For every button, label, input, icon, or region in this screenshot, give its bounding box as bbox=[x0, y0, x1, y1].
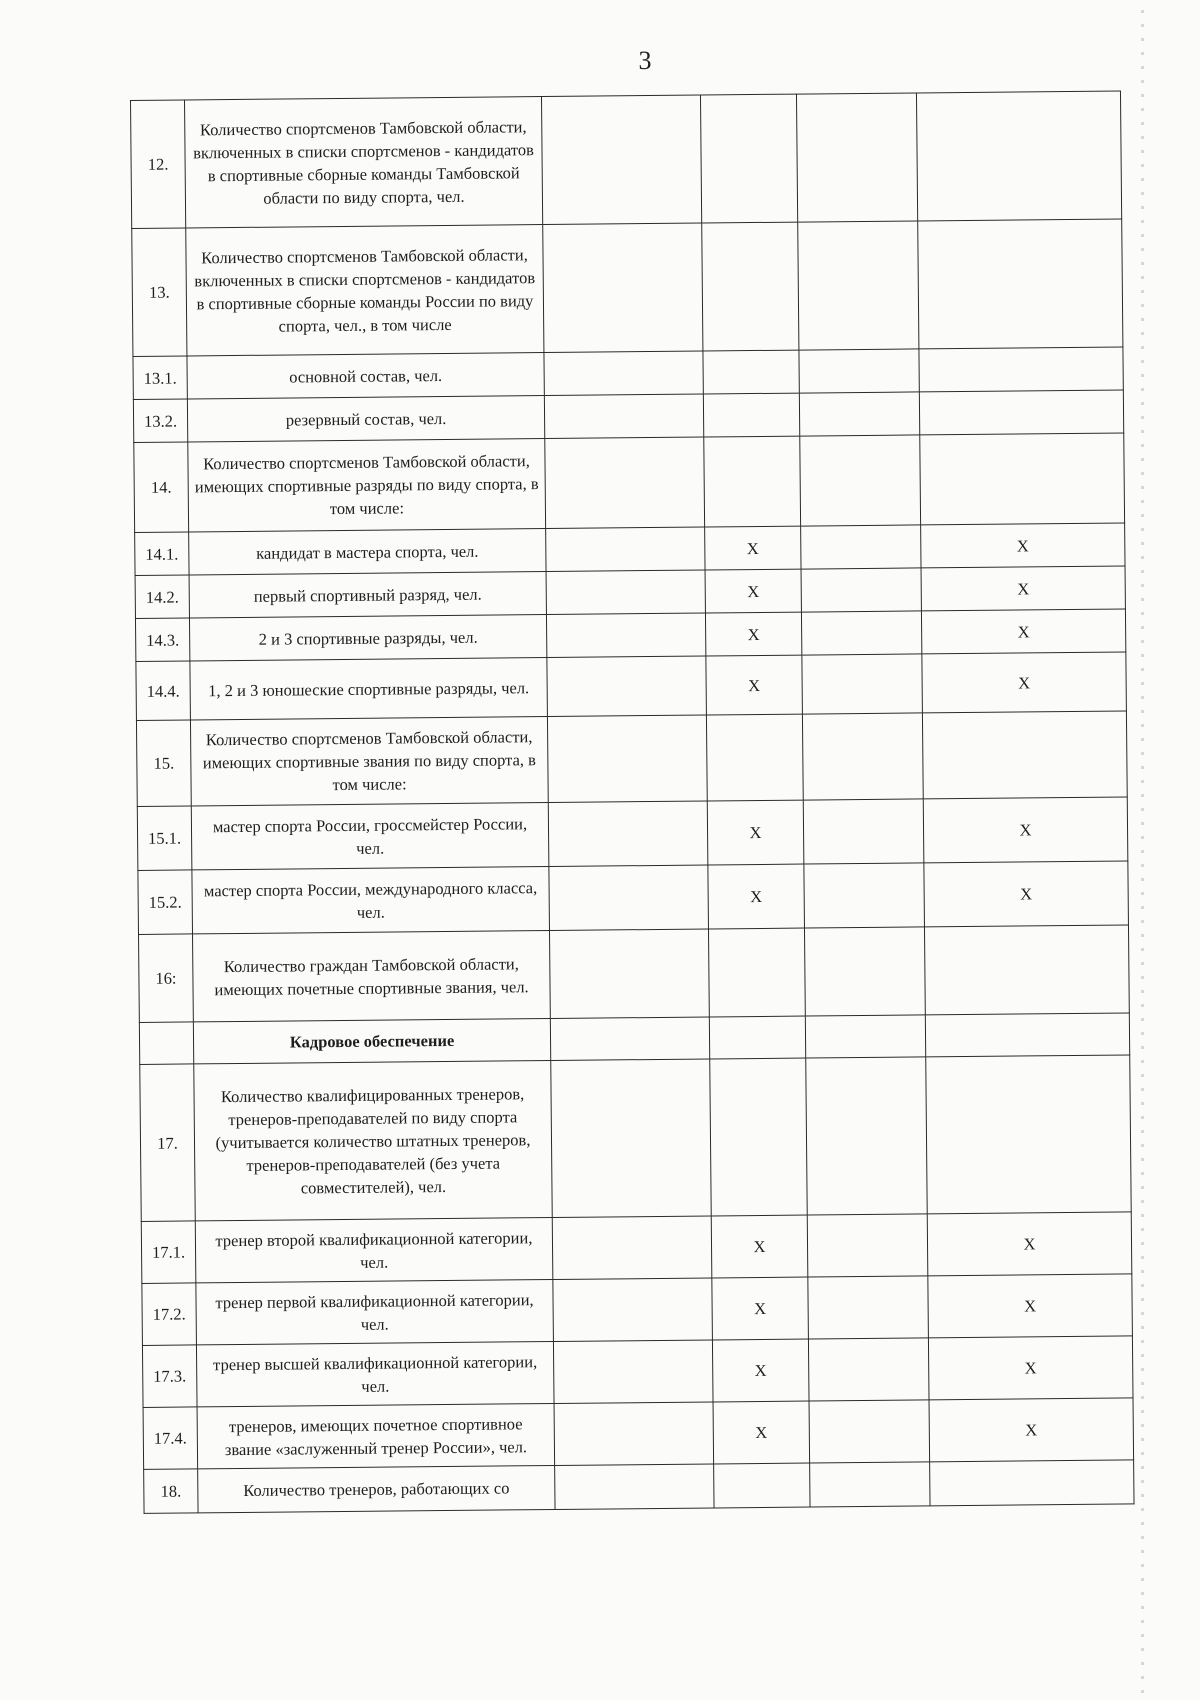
value-cell: X bbox=[921, 566, 1125, 611]
value-cell bbox=[806, 1057, 928, 1215]
value-cell bbox=[544, 394, 703, 439]
table-row bbox=[134, 433, 1125, 532]
row-description: мастер спорта России, гроссмейстер России, чел. bbox=[191, 803, 549, 870]
value-cell: X bbox=[706, 655, 803, 715]
row-description: Количество граждан Тамбовской области, имеющих почетные спортивные звания, чел. bbox=[193, 931, 551, 1022]
row-description: тренер высшей квалификационной категории, чел. bbox=[196, 1341, 554, 1406]
table-row bbox=[131, 91, 1122, 228]
value-cell bbox=[551, 1059, 711, 1218]
row-description: 1, 2 и 3 юношеские спортивные разряды, чел. bbox=[190, 658, 548, 720]
value-cell: X bbox=[705, 612, 801, 656]
row-description: Количество спортсменов Тамбовской области, имеющих спортивные звания по виду спорта, в том числе: bbox=[190, 717, 548, 806]
row-number: 14.2. bbox=[135, 575, 189, 619]
value-cell bbox=[548, 801, 708, 867]
table-row bbox=[136, 652, 1127, 721]
value-cell bbox=[799, 349, 919, 393]
value-cell bbox=[708, 928, 805, 1017]
table-row bbox=[137, 797, 1128, 871]
value-cell bbox=[709, 1016, 805, 1059]
value-cell bbox=[704, 436, 801, 527]
value-cell: X bbox=[929, 1398, 1134, 1462]
value-cell bbox=[918, 219, 1123, 349]
value-cell bbox=[546, 570, 705, 615]
row-description: Количество спортсменов Тамбовской области, имеющих спортивные разряды по виду спорта, в том числе: bbox=[188, 439, 546, 532]
value-cell bbox=[807, 1214, 928, 1277]
value-cell: X bbox=[713, 1401, 810, 1464]
value-cell bbox=[546, 527, 705, 572]
row-description: 2 и 3 спортивные разряды, чел. bbox=[189, 615, 546, 661]
value-cell: X bbox=[921, 523, 1125, 568]
table-row bbox=[142, 1274, 1133, 1346]
row-number: 13.1. bbox=[133, 356, 187, 400]
value-cell bbox=[799, 392, 919, 436]
value-cell bbox=[808, 1276, 929, 1339]
row-number bbox=[139, 1022, 193, 1065]
value-cell: X bbox=[707, 800, 804, 865]
value-cell bbox=[919, 390, 1123, 435]
value-cell bbox=[919, 347, 1123, 392]
row-description: тренеров, имеющих почетное спортивное звание «заслуженный тренер России», чел. bbox=[197, 1403, 555, 1468]
value-cell: X bbox=[712, 1339, 809, 1402]
value-cell: X bbox=[928, 1274, 1133, 1338]
value-cell: X bbox=[924, 861, 1129, 927]
value-cell: X bbox=[922, 652, 1127, 713]
row-number: 15.2. bbox=[138, 870, 193, 935]
value-cell bbox=[926, 1055, 1131, 1214]
value-cell: X bbox=[711, 1215, 808, 1278]
value-cell bbox=[714, 1463, 810, 1508]
row-number: 17.2. bbox=[142, 1283, 197, 1346]
row-description: тренер второй квалификационной категории, чел. bbox=[195, 1217, 553, 1282]
row-description: Количество спортсменов Тамбовской области, включенных в списки спортсменов - кандидатов в спортивные сборные команды России по виду спорта, чел., в том числе bbox=[186, 225, 544, 356]
row-number: 17.4. bbox=[143, 1407, 198, 1470]
value-cell bbox=[808, 1338, 929, 1401]
value-cell bbox=[555, 1464, 714, 1510]
value-cell: X bbox=[927, 1212, 1132, 1276]
value-cell bbox=[804, 863, 925, 928]
row-number: 13.2. bbox=[133, 399, 187, 443]
scan-edge-artifact bbox=[1141, 10, 1144, 1700]
value-cell bbox=[541, 95, 701, 225]
value-cell: X bbox=[923, 797, 1128, 863]
value-cell bbox=[543, 223, 703, 353]
row-number: 17.1. bbox=[141, 1221, 196, 1284]
row-number: 15. bbox=[136, 720, 191, 807]
value-cell bbox=[552, 1216, 712, 1280]
row-description: первый спортивный разряд, чел. bbox=[189, 572, 546, 618]
row-number: 17. bbox=[140, 1064, 196, 1222]
value-cell: X bbox=[928, 1336, 1133, 1400]
value-cell bbox=[802, 713, 923, 800]
value-cell: X bbox=[921, 609, 1125, 654]
value-cell bbox=[703, 350, 799, 394]
value-cell bbox=[796, 93, 917, 222]
table-row bbox=[132, 219, 1123, 356]
value-cell bbox=[546, 613, 705, 658]
value-cell bbox=[702, 222, 799, 351]
table-row bbox=[144, 1460, 1134, 1514]
value-cell bbox=[800, 435, 921, 526]
row-number: 14. bbox=[134, 442, 189, 533]
value-cell bbox=[930, 1460, 1134, 1506]
value-cell bbox=[804, 927, 925, 1016]
value-cell: X bbox=[705, 526, 801, 570]
value-cell: X bbox=[705, 569, 801, 613]
table-row bbox=[139, 925, 1130, 1022]
value-cell: X bbox=[712, 1277, 809, 1340]
value-cell bbox=[547, 656, 707, 717]
value-cell bbox=[547, 715, 707, 803]
value-cell bbox=[810, 1462, 930, 1507]
section-title: Кадровое обеспечение bbox=[193, 1019, 550, 1064]
row-description: Количество спортсменов Тамбовской области, включенных в списки спортсменов - кандидатов в спортивные сборные команды Тамбовской области по виду спорта, чел. bbox=[185, 97, 543, 228]
row-description: тренер первой квалификационной категории, чел. bbox=[196, 1279, 554, 1344]
value-cell bbox=[706, 714, 803, 801]
value-cell bbox=[703, 393, 799, 437]
value-cell bbox=[801, 568, 921, 612]
page-number: 3 bbox=[638, 46, 652, 75]
value-cell bbox=[553, 1278, 713, 1342]
value-cell bbox=[803, 799, 924, 864]
value-cell bbox=[925, 1013, 1129, 1057]
value-cell bbox=[805, 1015, 925, 1058]
row-number: 18. bbox=[144, 1469, 198, 1514]
indicators-table bbox=[130, 90, 1135, 1513]
value-cell bbox=[550, 1017, 709, 1061]
value-cell bbox=[553, 1340, 713, 1404]
table-row bbox=[141, 1212, 1132, 1284]
row-number: 13. bbox=[132, 228, 187, 357]
table-row bbox=[140, 1055, 1131, 1221]
table-row bbox=[138, 861, 1129, 935]
value-cell bbox=[545, 437, 705, 529]
value-cell bbox=[809, 1400, 930, 1463]
row-number: 17.3. bbox=[142, 1345, 197, 1408]
row-description: резервный состав, чел. bbox=[187, 396, 544, 442]
value-cell bbox=[710, 1058, 808, 1216]
row-description: кандидат в мастера спорта, чел. bbox=[189, 529, 546, 575]
value-cell bbox=[549, 865, 709, 931]
row-number: 12. bbox=[131, 100, 186, 229]
value-cell bbox=[916, 91, 1121, 221]
value-cell bbox=[798, 221, 919, 350]
value-cell bbox=[922, 711, 1127, 799]
value-cell bbox=[700, 94, 797, 223]
row-description: мастер спорта России, международного класса, чел. bbox=[192, 867, 550, 934]
table-row bbox=[143, 1398, 1134, 1470]
row-number: 16: bbox=[139, 934, 194, 1023]
row-description: Количество квалифицированных тренеров, тренеров-преподавателей по виду спорта (учитывается количество штатных тренеров, тренеров-преподавателей (без учета совместителей), чел. bbox=[194, 1061, 552, 1221]
row-number: 14.1. bbox=[135, 532, 189, 576]
value-cell: X bbox=[708, 864, 805, 929]
row-description: основной состав, чел. bbox=[187, 353, 544, 399]
document-sheet bbox=[130, 90, 1135, 1513]
value-cell bbox=[802, 654, 923, 714]
row-number: 15.1. bbox=[137, 806, 192, 871]
value-cell bbox=[801, 611, 921, 655]
table-row bbox=[136, 711, 1127, 806]
value-cell bbox=[544, 351, 703, 396]
table-row bbox=[142, 1336, 1133, 1408]
value-cell bbox=[920, 433, 1125, 525]
value-cell bbox=[549, 929, 709, 1019]
value-cell bbox=[554, 1402, 714, 1466]
value-cell bbox=[924, 925, 1129, 1015]
row-number: 14.3. bbox=[135, 618, 189, 662]
row-description: Количество тренеров, работающих со bbox=[198, 1465, 555, 1512]
row-number: 14.4. bbox=[136, 661, 191, 721]
value-cell bbox=[801, 525, 921, 569]
